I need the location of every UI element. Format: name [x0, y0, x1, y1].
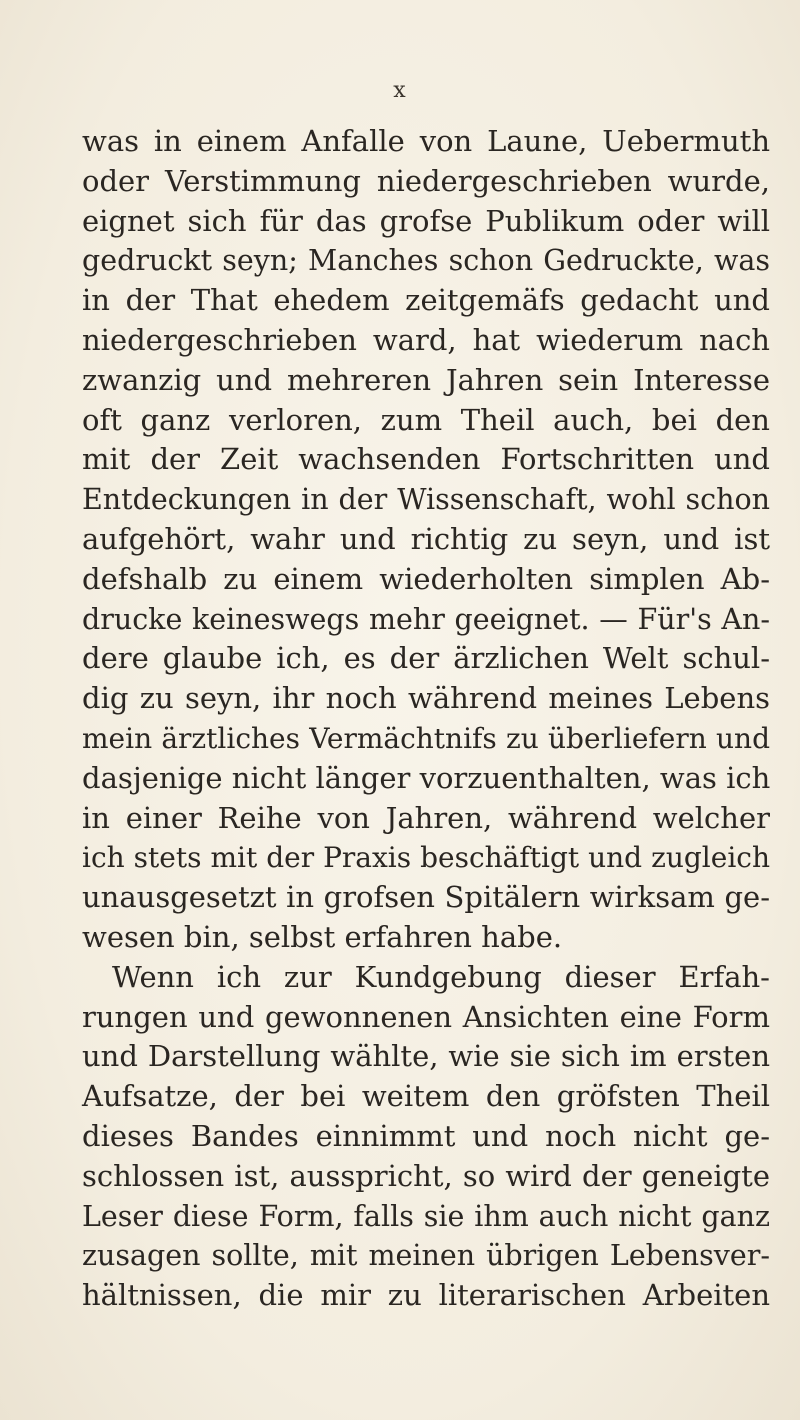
text-line: Leser diese Form, falls sie ihm auch nicht ganz — [82, 1199, 770, 1233]
text-line: Entdeckungen in der Wissenschaft, wohl schon — [82, 483, 770, 517]
text-line: hältnissen, die mir zu literarischen Arbeiten — [82, 1278, 770, 1313]
text-line: dig zu seyn, ihr noch während meines Lebens — [82, 681, 770, 716]
text-line: gedruckt seyn; Manches schon Gedruckte, was — [82, 244, 770, 278]
text-line: niedergeschrieben ward, hat wiederum nach — [82, 322, 770, 357]
text-line: was in einem Anfalle von Laune, Uebermuth — [82, 124, 770, 158]
text-line: schlossen ist, ausspricht, so wird der geneigte — [82, 1158, 770, 1193]
text-line: unausgesetzt in grofsen Spitälern wirksam ge- — [82, 880, 770, 915]
text-line: zwanzig und mehreren Jahren sein Interesse — [82, 362, 770, 397]
text-line: defshalb zu einem wiederholten simplen Ab- — [82, 561, 770, 596]
page-body — [82, 122, 770, 1316]
text-line: dere glaube ich, es der ärzlichen Welt schul- — [82, 641, 770, 676]
text-line: zusagen sollte, mit meinen übrigen Lebensver- — [82, 1239, 770, 1273]
text-line: Aufsatze, der bei weitem den gröfsten Theil — [82, 1079, 770, 1114]
text-line: Wenn ich zur Kundgebung dieser Erfah- — [112, 959, 770, 994]
text-line: wesen bin, selbst erfahren habe. — [82, 919, 563, 954]
text-line: eignet sich für das grofse Publikum oder will — [82, 203, 770, 238]
text-line: oft ganz verloren, zum Theil auch, bei den — [82, 402, 770, 437]
text-line: mein ärztliches Vermächtnifs zu überliefern und — [82, 721, 770, 755]
text-line: dasjenige nicht länger vorzuenthalten, was ich — [82, 760, 771, 795]
text-line: ich stets mit der Praxis beschäftigt und zugleich — [82, 841, 770, 875]
text-line: drucke keineswegs mehr geeignet. — Für's An- — [82, 602, 770, 636]
text-line: in der That ehedem zeitgemäfs gedacht und — [82, 283, 770, 318]
text-line: oder Verstimmung niedergeschrieben wurde, — [82, 163, 770, 198]
text-line: rungen und gewonnenen Ansichten eine Form — [82, 999, 770, 1034]
text-line: in einer Reihe von Jahren, während welcher — [82, 800, 770, 835]
text-line: und Darstellung wählte, wie sie sich im ersten — [82, 1039, 770, 1074]
text-line: aufgehört, wahr und richtig zu seyn, und ist — [82, 521, 770, 556]
text-line: mit der Zeit wachsenden Fortschritten und — [82, 442, 770, 477]
text-line: dieses Bandes einnimmt und noch nicht ge- — [82, 1118, 770, 1153]
page-number: x — [393, 78, 407, 103]
